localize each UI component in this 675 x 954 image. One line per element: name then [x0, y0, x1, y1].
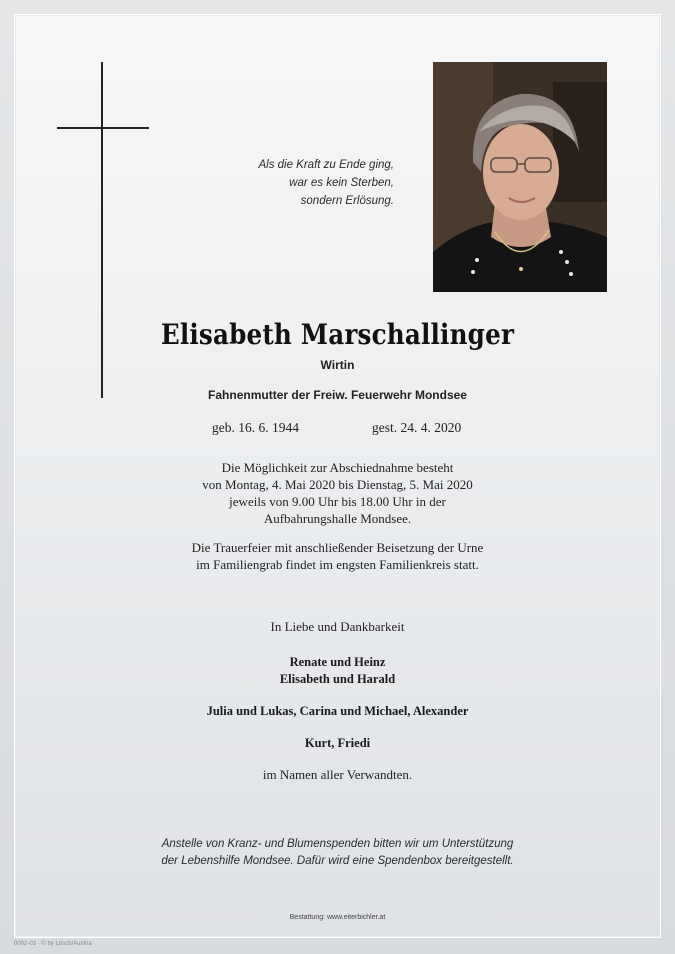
ceremony-line: im Familiengrab findet im engsten Familienkreis statt. [196, 557, 479, 572]
farewell-paragraph [0, 459, 675, 527]
deceased-role: Fahnenmutter der Freiw. Feuerwehr Mondsee [208, 388, 467, 402]
donation-note [0, 836, 675, 870]
farewell-line: Aufbahrungshalle Mondsee. [263, 511, 412, 526]
quote-line: war es kein Sterben, [289, 177, 394, 189]
deceased-name: Elisabeth Marschallinger [160, 318, 515, 351]
memorial-quote [200, 156, 394, 210]
ceremony-paragraph [0, 539, 675, 573]
grandchildren-line: Julia und Lukas, Carina und Michael, Alexander [206, 704, 469, 718]
family-line: Elisabeth und Harald [279, 672, 396, 686]
ceremony-line: Die Trauerfeier mit anschließender Beisetzung der Urne [191, 540, 484, 555]
closing-line: im Namen aller Verwandten. [262, 767, 413, 782]
portrait-photo [433, 62, 607, 292]
funeral-home-link[interactable]: Bestattung: www.eiterbichler.at [289, 914, 386, 921]
siblings-line: Kurt, Friedi [304, 736, 371, 750]
death-date: gest. 24. 4. 2020 [372, 420, 462, 435]
quote-line: Als die Kraft zu Ende ging, [258, 159, 394, 171]
deceased-occupation: Wirtin [320, 358, 355, 372]
love-line: In Liebe und Dankbarkeit [270, 619, 405, 634]
family-line: Renate und Heinz [289, 655, 386, 669]
donation-line: der Lebenshilfe Mondsee. Dafür wird eine Spendenbox bereitgestellt. [161, 855, 514, 867]
farewell-line: von Montag, 4. Mai 2020 bis Dienstag, 5. Mai 2020 [202, 477, 473, 492]
farewell-line: Die Möglichkeit zur Abschiednahme besteht [221, 460, 454, 475]
print-code: 0002-03 · © by Lösch/Austria [14, 941, 92, 947]
quote-line: sondern Erlösung. [300, 195, 394, 207]
farewell-line: jeweils von 9.00 Uhr bis 18.00 Uhr in der [229, 494, 446, 509]
donation-line: Anstelle von Kranz- und Blumenspenden bitten wir um Unterstützung [161, 838, 514, 850]
family-group [0, 654, 675, 688]
birth-date: geb. 16. 6. 1944 [212, 420, 299, 435]
cross-icon-bar [57, 127, 149, 129]
